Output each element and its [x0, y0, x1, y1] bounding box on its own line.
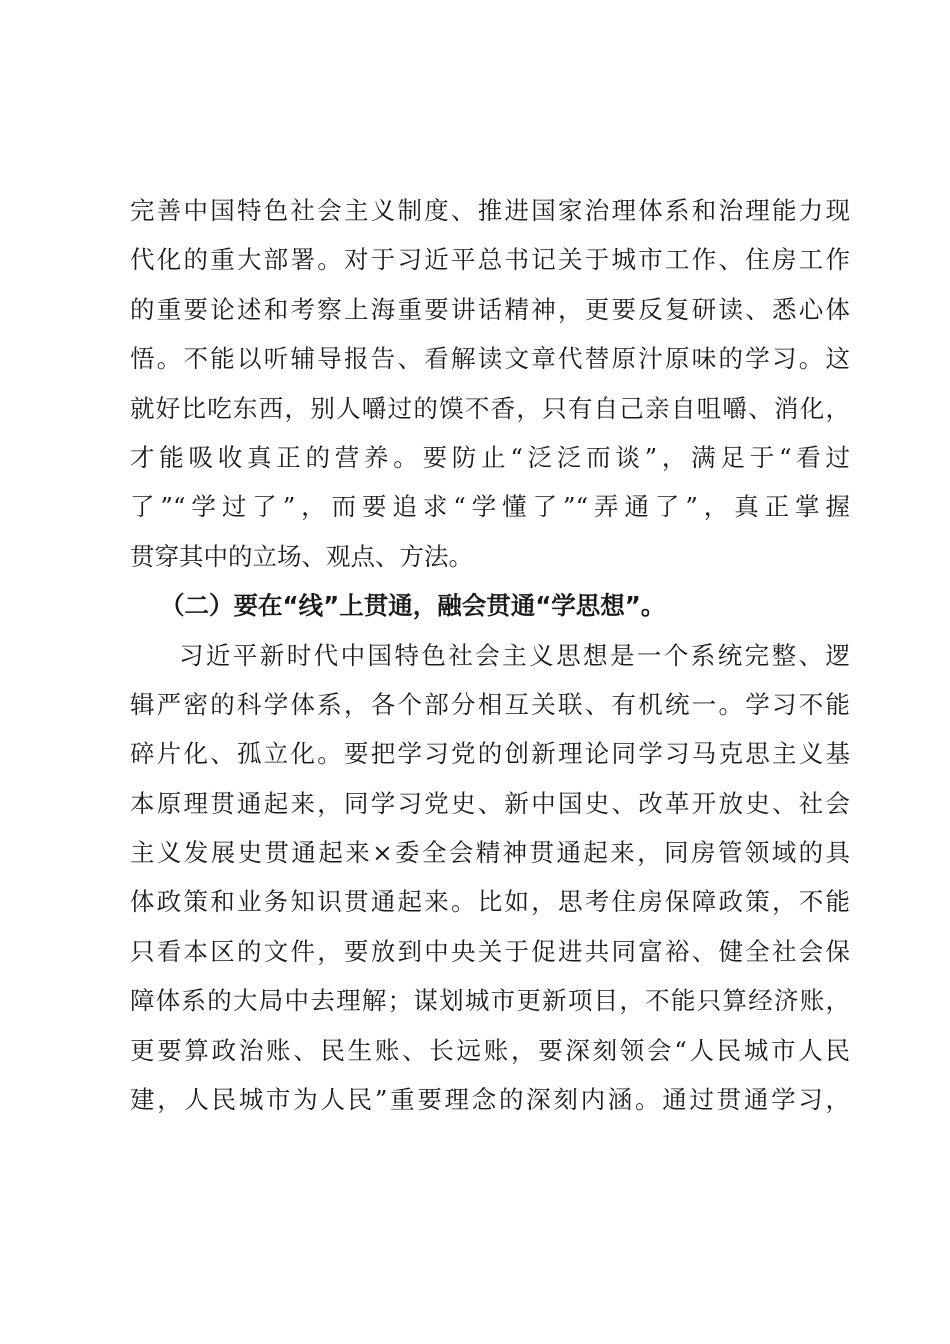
- paragraph-line: 的重要论述和考察上海重要讲话精神，更要反复研读、悉心体: [130, 294, 850, 324]
- paragraph-line: 才能吸收真正的营养。要防止“泛泛而谈”，满足于“看过: [130, 442, 850, 472]
- paragraph-line: 体政策和业务知识贯通起来。比如，思考住房保障政策，不能: [130, 887, 850, 917]
- paragraph-line: 了”“学过了”，而要追求“学懂了”“弄通了”，真正掌握: [130, 492, 850, 522]
- paragraph-line: 碎片化、孤立化。要把学习党的创新理论同学习马克思主义基: [130, 739, 850, 769]
- paragraph-line: 建，人民城市为人民”重要理念的深刻内涵。通过贯通学习，: [130, 1085, 850, 1115]
- body-text: [130, 186, 850, 1124]
- paragraph-line: 代化的重大部署。对于习近平总书记关于城市工作、住房工作: [130, 245, 850, 275]
- paragraph-line: 本原理贯通起来，同学习党史、新中国史、改革开放史、社会: [130, 788, 850, 818]
- paragraph-line: 悟。不能以听辅导报告、看解读文章代替原汁原味的学习。这: [130, 344, 850, 374]
- paragraph-line: 辑严密的科学体系，各个部分相互关联、有机统一。学习不能: [130, 689, 850, 719]
- paragraph-line: 贯穿其中的立场、观点、方法。: [130, 541, 473, 571]
- paragraph-line: 主义发展史贯通起来×委全会精神贯通起来，同房管领域的具: [130, 838, 850, 868]
- paragraph-line: 习近平新时代中国特色社会主义思想是一个系统完整、逻: [179, 640, 850, 670]
- paragraph-line: 更要算政治账、民生账、长远账，要深刻领会“人民城市人民: [130, 1035, 850, 1065]
- section-heading: （二）要在“线”上贯通，融会贯通“学思想”。: [160, 591, 666, 621]
- paragraph-line: 就好比吃东西，别人嚼过的馍不香，只有自己亲自咀嚼、消化，: [130, 393, 850, 423]
- paragraph-line: 只看本区的文件，要放到中央关于促进共同富裕、健全社会保: [130, 936, 850, 966]
- paragraph-line: 障体系的大局中去理解；谋划城市更新项目，不能只算经济账，: [130, 986, 850, 1016]
- paragraph-line: 完善中国特色社会主义制度、推进国家治理体系和治理能力现: [130, 196, 850, 225]
